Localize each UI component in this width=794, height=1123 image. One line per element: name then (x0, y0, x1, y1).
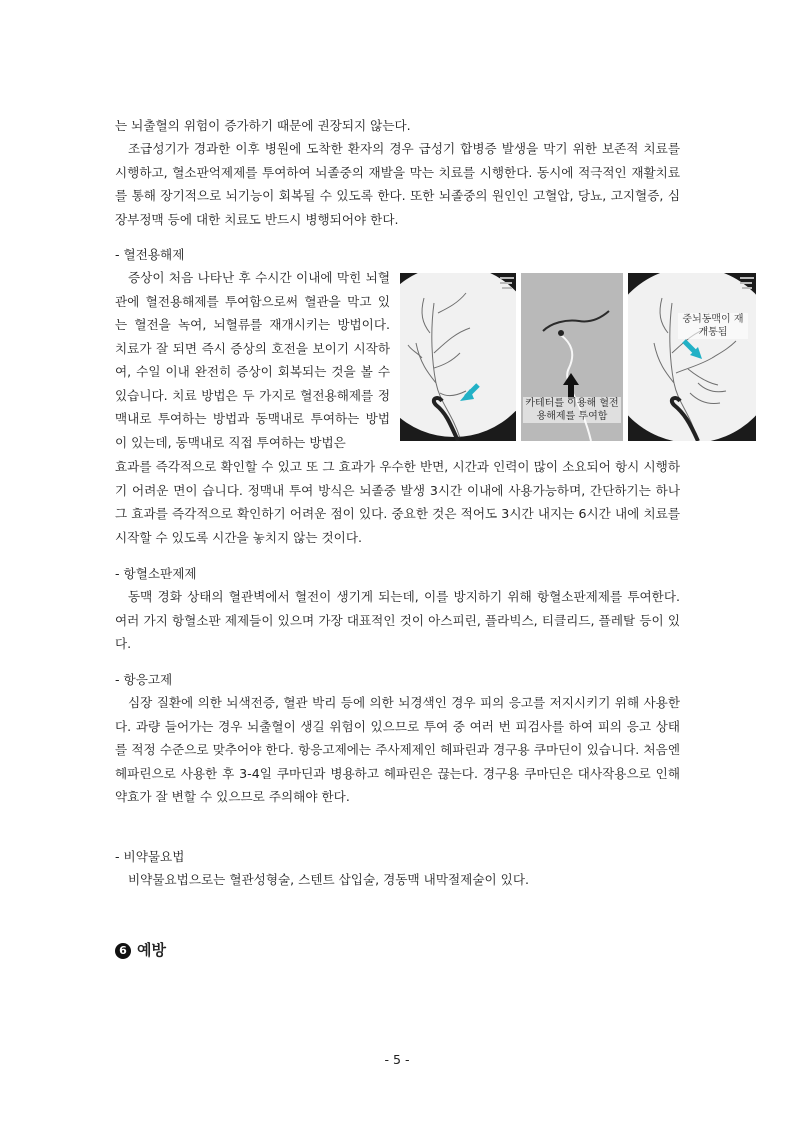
circled-number-icon: 6 (115, 943, 131, 959)
heading-antiplatelet: - 항혈소판제제 (115, 566, 197, 581)
paragraph-thrombolytic-wrapped: 증상이 처음 나타난 후 수시간 이내에 막힌 뇌혈관에 혈전용해제를 투여함으로써 혈관을 막고 있는 혈전을 녹여, 뇌혈류를 재개시키는 방법이다. 치료가 잘 되면 즉시 증상의 호전을 보이기 시작하여, 수일 이내 완전히 증상이 회복되는 것을 볼 수 있습니다. 치료 방법은 두 가지로 혈전용해제를 정맥내로 투여하는 방법과 동맥내로 투여하는 방법이 있는데, 동맥내로 직접 투여하는 방법은 (115, 270, 390, 450)
angiogram-before-panel (400, 273, 516, 441)
section-title: 예방 (137, 941, 166, 959)
paragraph-continuation: 는 뇌출혈의 위험이 증가하기 때문에 권장되지 않는다. (115, 118, 411, 133)
paragraph-antiplatelet: 동맥 경화 상태의 혈관벽에서 혈전이 생기게 되는데, 이를 방지하기 위해 항혈소판제제를 투여한다. 여러 가지 항혈소판 제제들이 있으며 가장 대표적인 것이 아스피린, 플라빅스, 티클리드, 플레탈 등이 있다. (115, 589, 680, 651)
paragraph-acute-treatment: 조급성기가 경과한 이후 병원에 도착한 환자의 경우 급성기 합병증 발생을 막기 위한 보존적 치료를 시행하고, 혈소판억제제를 투여하여 뇌졸중의 재발을 막는 치료를 시행한다. 동시에 적극적인 재활치료를 통해 장기적으로 뇌기능이 회복될 수 있도록 한다. 또한 뇌졸중의 원인인 고혈압, 당뇨, 고지혈증, 심장부정맥 등에 대한 치료도 반드시 병행되어야 한다. (115, 141, 680, 227)
paragraph-thrombolytic-full: 효과를 즉각적으로 확인할 수 있고 또 그 효과가 우수한 반면, 시간과 인력이 많이 소요되어 항시 시행하기 어려운 면이 습니다. 정맥내 투여 방식은 뇌졸중 발생 3시간 이내에 사용가능하며, 간단하기는 하나 그 효과를 즉각적으로 확인하기 어려운 점이 있다. 중요한 것은 적어도 3시간 내지는 6시간 내에 치료를 시작할 수 있도록 시간을 놓치지 않는 것이다. (115, 459, 680, 545)
heading-anticoagulant: - 항응고제 (115, 672, 173, 687)
paragraph-anticoagulant: 심장 질환에 의한 뇌색전증, 혈관 박리 등에 의한 뇌경색인 경우 피의 응고를 저지시키기 위해 사용한다. 과량 들어가는 경우 뇌출혈이 생길 위험이 있으므로 투여 중 여러 번 피검사를 하여 피의 응고 상태를 적정 수준으로 맞추어야 한다. 항응고제에는 주사제제인 헤파린과 경구용 쿠마딘이 있습니다. 처음엔 헤파린으로 사용한 후 3-4일 쿠마딘과 병용하고 헤파린은 끊는다. 경구용 쿠마딘은 대사작용으로 인해 약효가 잘 변할 수 있으므로 주의해야 한다. (115, 695, 680, 804)
catheter-caption: 카테터를 이용해 혈전용해제를 투여함 (523, 397, 621, 423)
angiography-figure (400, 273, 756, 441)
black-arrow-icon (563, 373, 579, 399)
heading-nondrug: - 비약물요법 (115, 849, 185, 864)
reperfusion-caption: 중뇌동맥이 재개통됨 (678, 313, 748, 339)
section-heading-prevention (115, 938, 166, 962)
angiogram-after-panel (628, 273, 756, 441)
page-number: - 5 - (384, 1052, 410, 1067)
heading-thrombolytic: - 혈전용해제 (115, 247, 185, 262)
paragraph-nondrug: 비약물요법으로는 혈관성형술, 스텐트 삽입술, 경동맥 내막절제술이 있다. (128, 872, 529, 887)
catheter-panel (521, 273, 623, 441)
